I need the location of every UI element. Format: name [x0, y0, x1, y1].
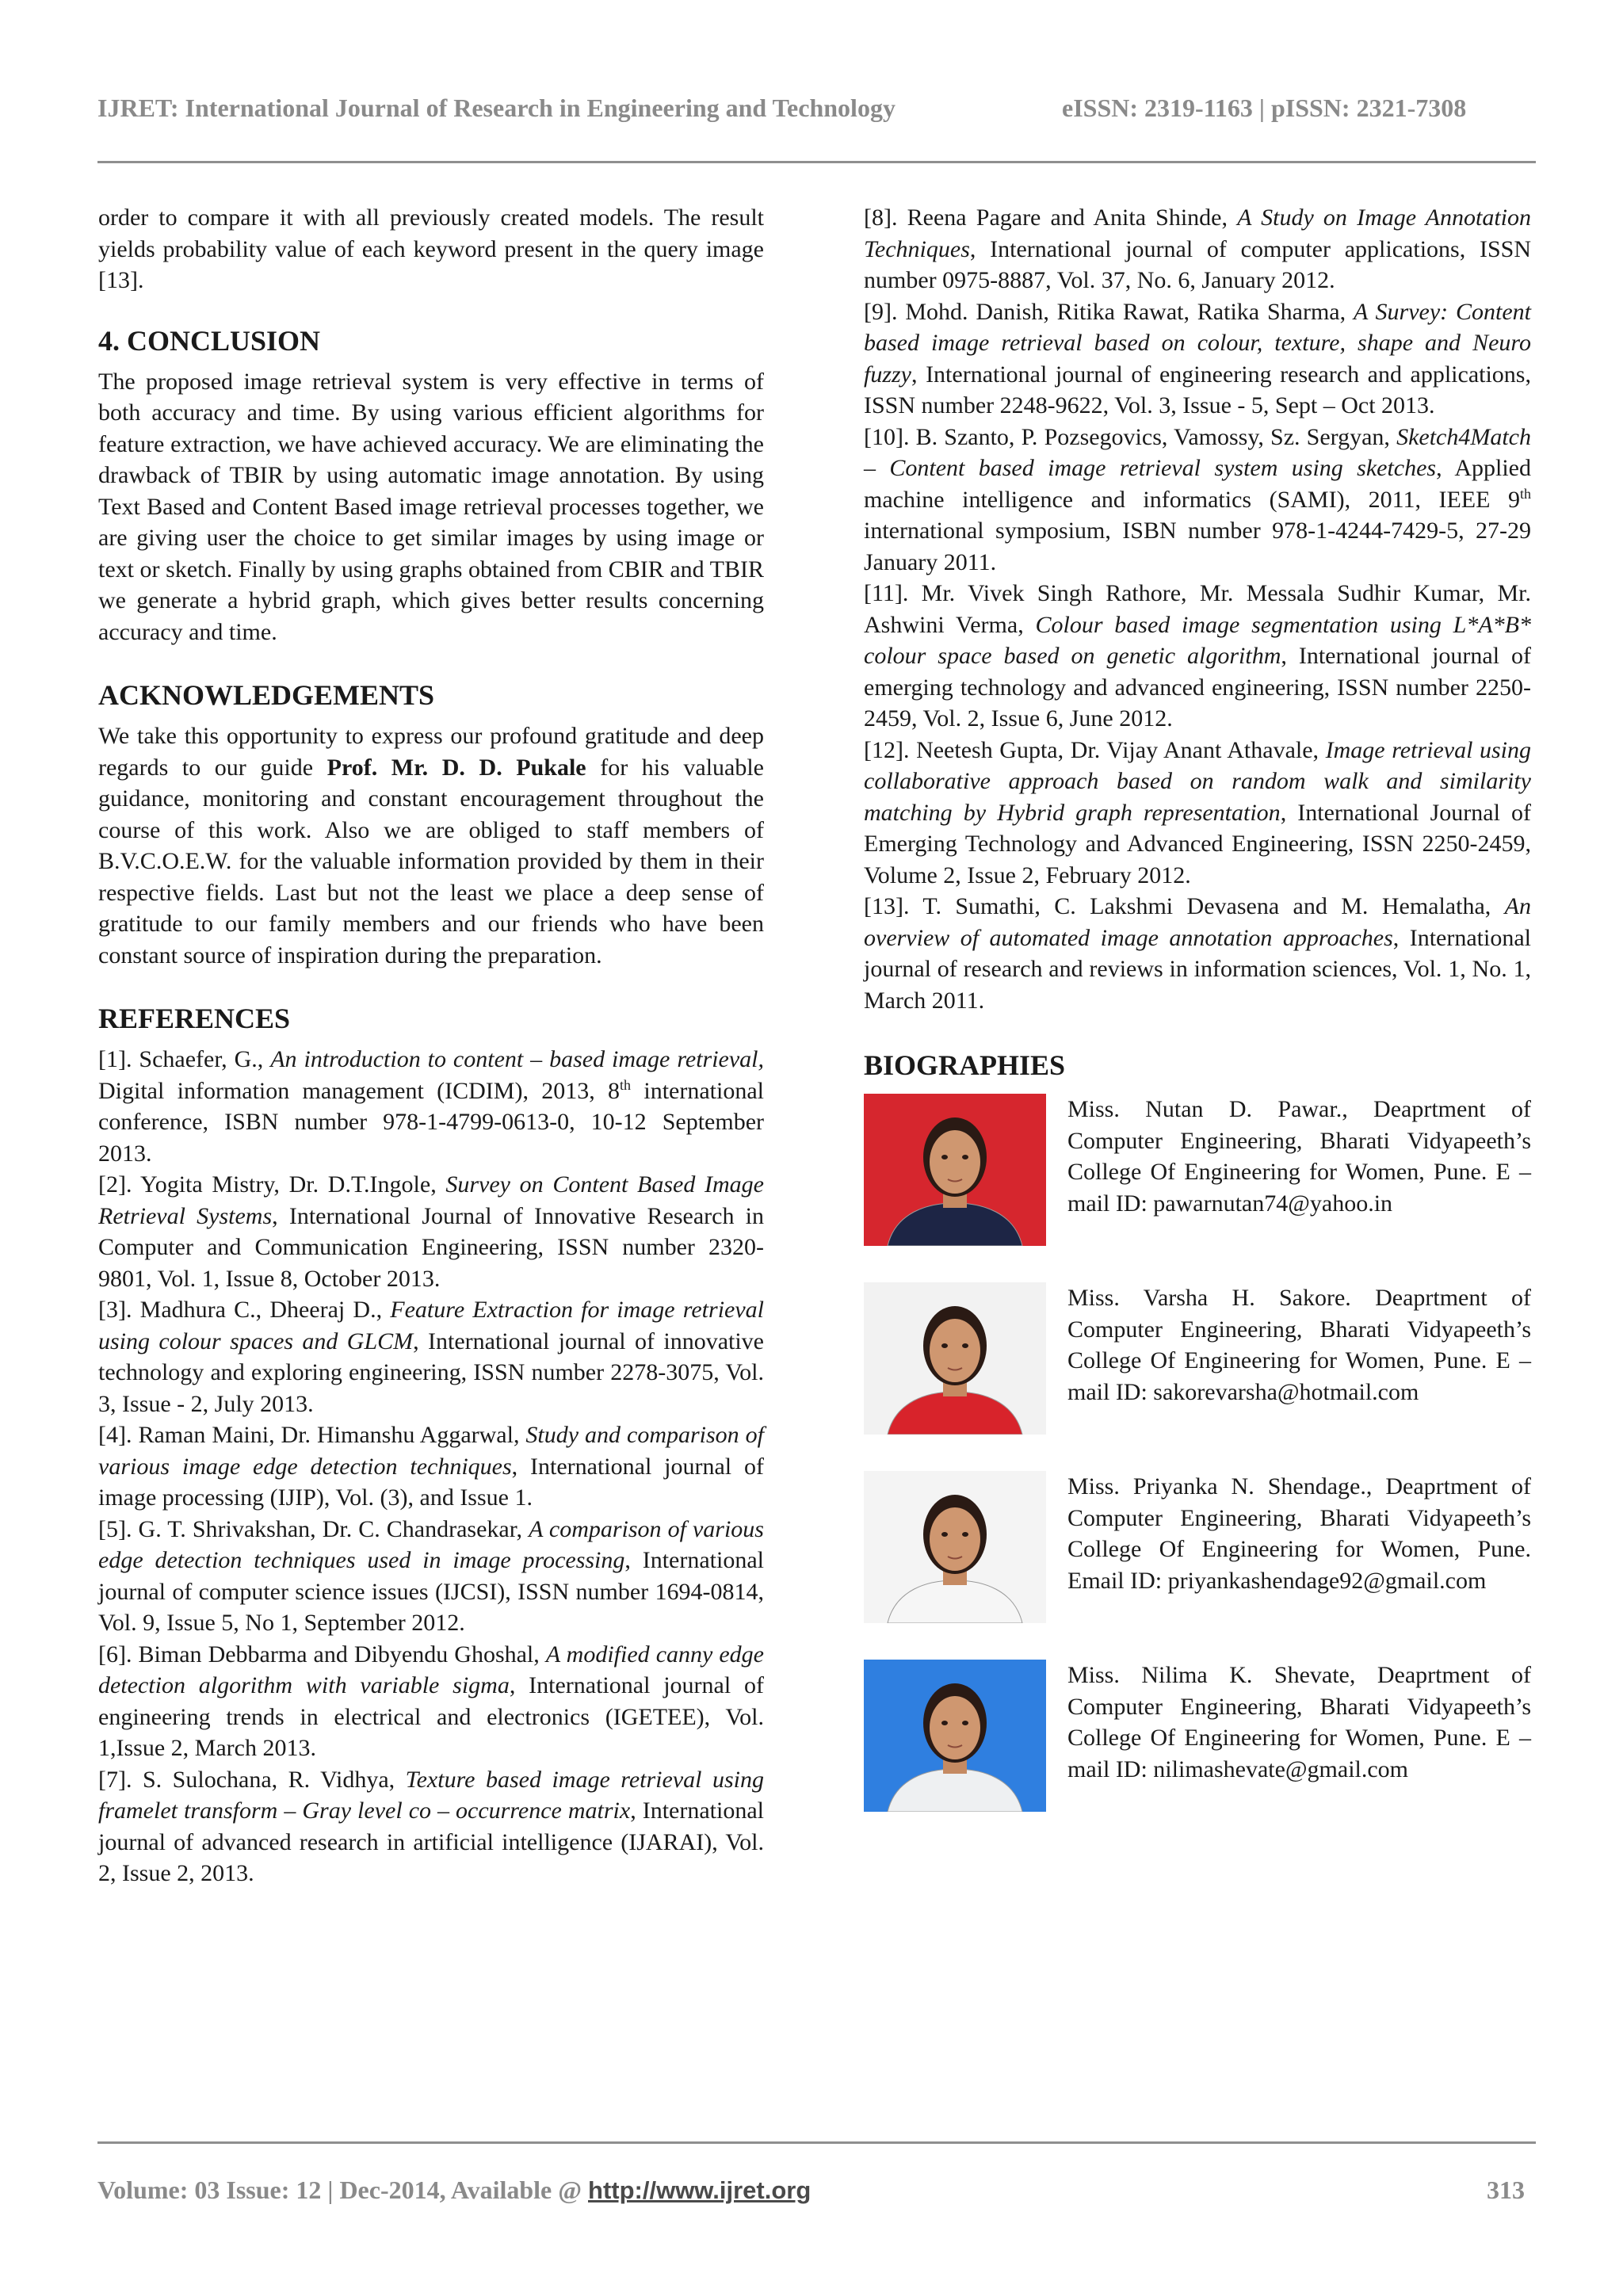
reference-authors: [2]. Yogita Mistry, Dr. D.T.Ingole,: [98, 1171, 446, 1198]
reference-superscript: th: [1519, 485, 1531, 502]
reference-details: , International journal of image processing (IJIP), Vol. (3), and Issue 1.: [98, 1453, 764, 1511]
conclusion-heading: 4. CONCLUSION: [98, 324, 321, 357]
reference-title: Feature Extraction for image retrieval using colour spaces and GLCM: [98, 1297, 764, 1354]
biography-entry: [864, 1471, 1531, 1660]
reference-details: , International Journal of Emerging Technology and Advanced Engineering, ISSN 2250-2459, Volume 2, Issue 2, February 2012.: [864, 799, 1531, 888]
reference-title: Survey on Content Based Image Retrieval Systems: [98, 1171, 764, 1229]
reference-authors: [8]. Reena Pagare and Anita Shinde,: [864, 204, 1238, 231]
guide-name: Prof. Mr. D. D. Pukale: [327, 754, 586, 781]
reference-title: A Survey: Content based image retrieval based on colour, texture, shape and Neuro fuzzy: [864, 298, 1532, 388]
reference-details-cont: international conference, ISBN number 978-1-4799-0613-0, 10-12 September 2013.: [98, 1077, 764, 1167]
acknowledgements-text: [98, 720, 764, 971]
reference-details: , International journal of innovative technology and exploring engineering, ISSN number 2278-3075, Vol. 3, Issue - 2, July 2013.: [98, 1328, 765, 1417]
reference-title: A Study on Image Annotation Techniques: [864, 204, 1532, 262]
reference-authors: [3]. Madhura C., Dheeraj D.,: [98, 1297, 391, 1323]
reference-details: , International journal of engineering trends in electrical and electronics (IGETEE), Vol. 1,Issue 2, March 2013.: [98, 1672, 764, 1761]
reference-item: [864, 735, 1531, 892]
reference-item: [98, 1294, 764, 1419]
reference-item: [98, 1764, 764, 1889]
footer-volume: [97, 2176, 811, 2205]
reference-authors: [4]. Raman Maini, Dr. Himanshu Aggarwal,: [98, 1422, 526, 1448]
journal-header: IJRET: International Journal of Research in Engineering and Technology: [97, 94, 896, 122]
reference-item: [864, 578, 1531, 735]
biography-text: Miss. Varsha H. Sakore. Deaprtment of Computer Engineering, Bharati Vidyapeeth’s College Of Engineering for Women, Pune. E – mail ID: sakorevarsha@hotmail.com: [1067, 1285, 1531, 1405]
reference-details: , International journal of emerging technology and advanced engineering, ISSN number 2250-2459, Vol. 2, Issue 6, June 2012.: [864, 643, 1531, 732]
reference-item: [98, 1044, 764, 1169]
reference-item: [864, 422, 1531, 579]
author-photo: [864, 1660, 1046, 1812]
page-number: 313: [1487, 2176, 1525, 2204]
biographies-list: [864, 1094, 1531, 1848]
reference-superscript: th: [620, 1076, 632, 1093]
reference-details: , International journal of engineering research and applications, ISSN number 2248-9622, Vol. 3, Issue - 5, Sept – Oct 2013.: [864, 361, 1531, 418]
reference-details: , Applied machine intelligence and informatics (SAMI), 2011, IEEE 9: [864, 455, 1531, 513]
reference-authors: [6]. Biman Debbarma and Dibyendu Ghoshal,: [98, 1641, 546, 1668]
reference-item: [98, 1514, 764, 1639]
reference-authors: [5]. G. T. Shrivakshan, Dr. C. Chandrasekar,: [98, 1515, 529, 1542]
ack-text-before: We take this opportunity to express our profound gratitude and deep regards to our guide: [98, 723, 764, 781]
references-list-right: [864, 202, 1531, 1016]
intro-paragraph: order to compare it with all previously created models. The result yields probability value of each keyword present in the query image [13].: [98, 204, 764, 293]
reference-title: Study and comparison of various image edge detection techniques: [98, 1422, 764, 1480]
reference-title: A modified canny edge detection algorithm with variable sigma: [98, 1641, 764, 1698]
footer-volume-text: Volume: 03 Issue: 12 | Dec-2014, Available @: [97, 2176, 589, 2204]
left-column: [98, 202, 764, 1889]
right-column: [864, 202, 1531, 1848]
biography-text: Miss. Priyanka N. Shendage., Deaprtment of Computer Engineering, Bharati Vidyapeeth’s College Of Engineering for Women, Pune. Email ID: priyankashendage92@gmail.com: [1067, 1473, 1531, 1594]
reference-item: [864, 202, 1531, 296]
footer-url-link[interactable]: http://www.ijret.org: [588, 2176, 812, 2204]
acknowledgements-heading: ACKNOWLEDGEMENTS: [98, 679, 435, 711]
biographies-heading: BIOGRAPHIES: [864, 1049, 1066, 1081]
biography-text: Miss. Nutan D. Pawar., Deaprtment of Computer Engineering, Bharati Vidyapeeth’s College Of Engineering for Women, Pune. E – mail ID: pawarnutan74@yahoo.in: [1067, 1096, 1531, 1217]
reference-title: Texture based image retrieval using framelet transform – Gray level co – occurrence matrix: [98, 1766, 764, 1824]
reference-item: [98, 1639, 764, 1764]
reference-details: , International journal of advanced research in artificial intelligence (IJARAI), Vol. 2, Issue 2, 2013.: [98, 1797, 764, 1886]
biography-entry: [864, 1282, 1531, 1471]
issn-header: eISSN: 2319-1163 | pISSN: 2321-7308: [1062, 94, 1467, 122]
reference-item: [864, 296, 1531, 422]
author-photo: [864, 1282, 1046, 1435]
conclusion-text: The proposed image retrieval system is very effective in terms of both accuracy and time. By using various efficient algorithms for feature extraction, we have achieved accuracy. We are eliminating the drawback of TBIR by using automatic image annotation. By using Text Based and Content Based image retrieval processes together, we are giving user the choice to get similar images by using image or text or sketch. Finally by using graphs obtained from CBIR and TBIR we generate a hybrid graph, which gives better results concerning accuracy and time.: [98, 368, 764, 645]
reference-item: [98, 1419, 764, 1514]
reference-authors: [13]. T. Sumathi, C. Lakshmi Devasena and M. Hemalatha,: [864, 893, 1505, 919]
reference-item: [98, 1169, 764, 1294]
biography-entry: [864, 1094, 1531, 1282]
header-rule: [97, 161, 1536, 163]
reference-title: Image retrieval using collaborative approach based on random walk and similarity matching by Hybrid graph representation: [864, 736, 1532, 826]
footer-rule: [97, 2141, 1536, 2144]
author-photo: [864, 1094, 1046, 1246]
reference-title: Sketch4Match – Content based image retrieval system using sketches: [864, 423, 1531, 481]
reference-title: Colour based image segmentation using L*A*B* colour space based on genetic algorithm: [864, 611, 1531, 669]
reference-details: Digital information management (ICDIM), 2013, 8: [98, 1077, 621, 1104]
author-photo: [864, 1471, 1046, 1623]
reference-authors: [1]. Schaefer, G.,: [98, 1046, 271, 1072]
reference-title: An introduction to content – based image retrieval,: [270, 1046, 765, 1072]
reference-authors: [7]. S. Sulochana, R. Vidhya,: [98, 1766, 406, 1793]
biography-text: Miss. Nilima K. Shevate, Deaprtment of Computer Engineering, Bharati Vidyapeeth’s College Of Engineering for Women, Pune. E – mail ID: nilimashevate@gmail.com: [1067, 1662, 1531, 1782]
reference-title: An overview of automated image annotation approaches: [864, 893, 1531, 951]
reference-authors: [9]. Mohd. Danish, Ritika Rawat, Ratika Sharma,: [864, 298, 1354, 325]
reference-authors: [12]. Neetesh Gupta, Dr. Vijay Anant Athavale,: [864, 736, 1326, 763]
reference-item: [864, 891, 1531, 1016]
reference-authors: [10]. B. Szanto, P. Pozsegovics, Vamossy, Sz. Sergyan,: [864, 423, 1397, 450]
reference-details: , International journal of research and reviews in information sciences, Vol. 1, No. 1, March 2011.: [864, 924, 1531, 1014]
reference-title: A comparison of various edge detection techniques used in image processing: [98, 1515, 764, 1573]
biography-entry: [864, 1660, 1531, 1848]
reference-details: , International journal of computer science issues (IJCSI), ISSN number 1694-0814, Vol. 9, Issue 5, No 1, September 2012.: [98, 1547, 764, 1636]
references-list-left: [98, 1044, 764, 1889]
ack-text-after: for his valuable guidance, monitoring and constant encouragement throughout the course of this work. Also we are obliged to staff members of B.V.C.O.E.W. for the valuable information provided by them in their respective fields. Last but not the least we place a deep sense of gratitude to our family members and our friends who have been constant source of inspiration during the preparation.: [98, 754, 764, 968]
reference-details: , International journal of computer applications, ISSN number 0975-8887, Vol. 37, No. 6, January 2012.: [864, 235, 1531, 293]
reference-authors: [11]. Mr. Vivek Singh Rathore, Mr. Messala Sudhir Kumar, Mr. Ashwini Verma,: [864, 580, 1531, 638]
references-heading: REFERENCES: [98, 1003, 291, 1034]
reference-details-cont: international symposium, ISBN number 978-1-4244-7429-5, 27-29 January 2011.: [864, 518, 1531, 575]
reference-details: , International Journal of Innovative Research in Computer and Communication Engineering, ISSN number 2320-9801, Vol. 1, Issue 8, October 2013.: [98, 1202, 764, 1292]
